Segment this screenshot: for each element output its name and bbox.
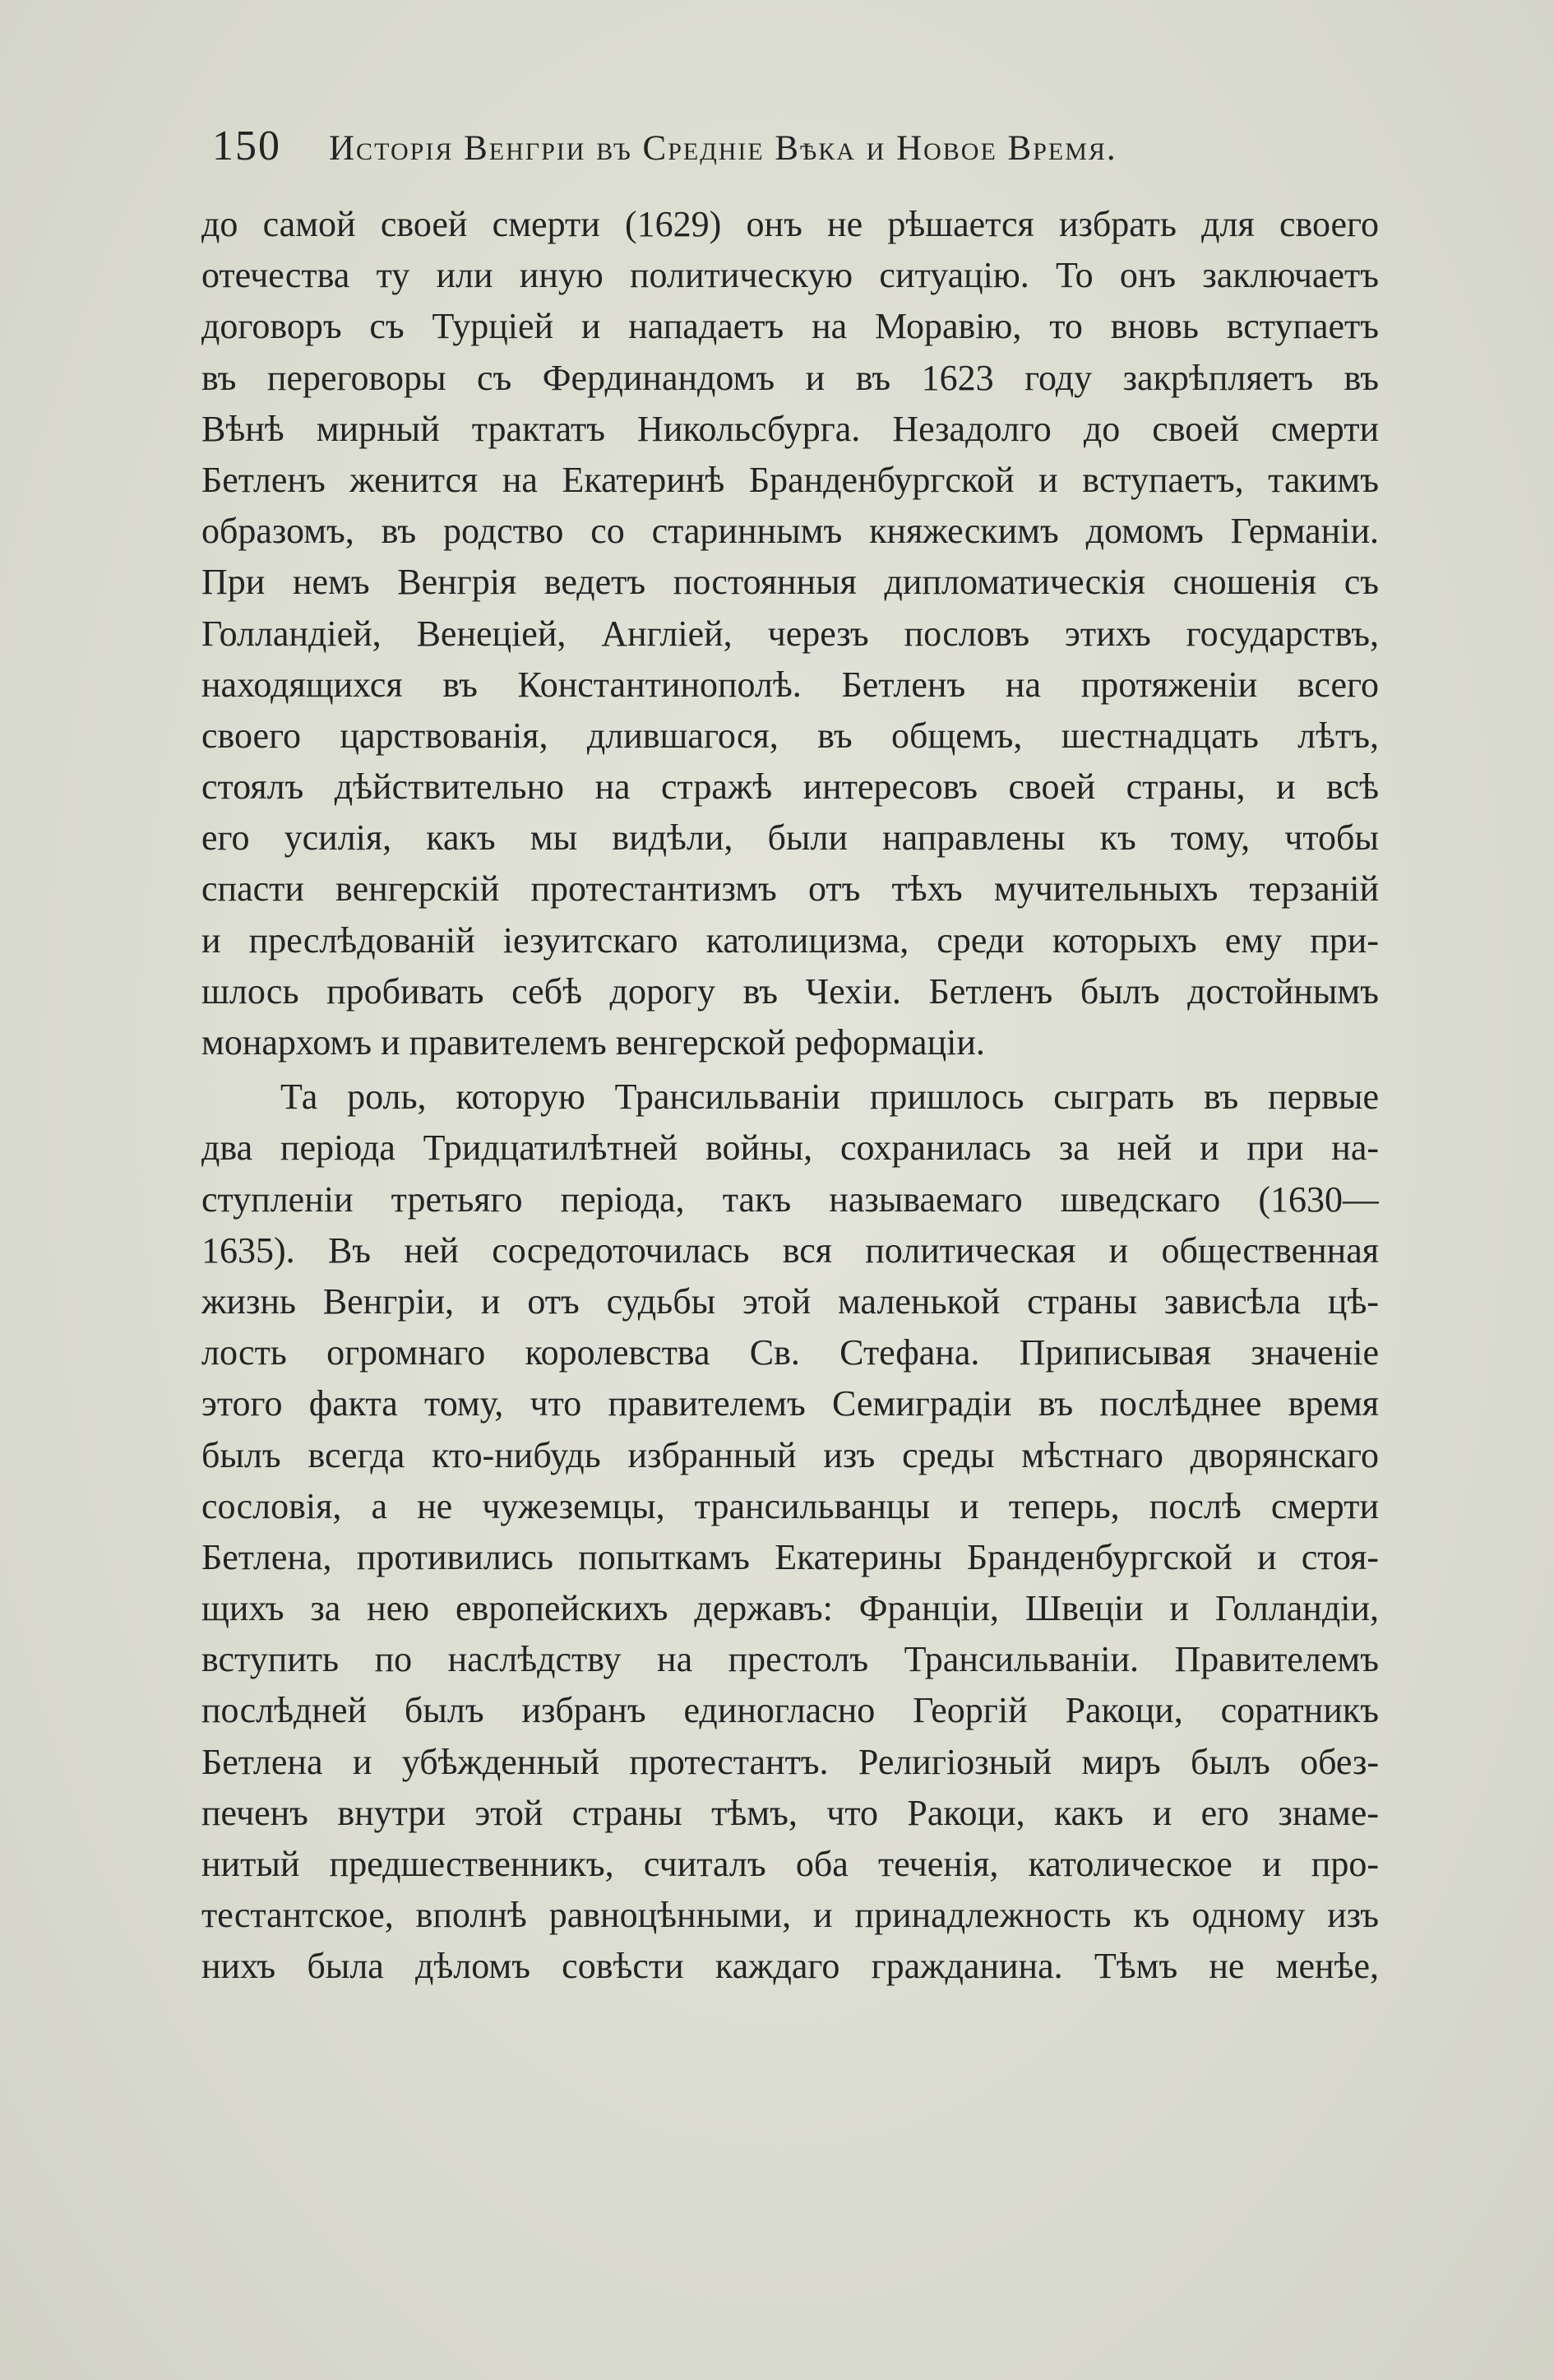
text-line: послѣдней былъ избранъ единогласно Георгій Ракоци, соратникъ: [201, 1690, 1379, 1731]
text-line: Голландіей, Венеціей, Англіей, черезъ пословъ этихъ государствъ,: [201, 613, 1379, 654]
text-line: жизнь Венгріи, и отъ судьбы этой маленькой страны зависѣла цѣ-: [201, 1280, 1379, 1322]
text-line: печенъ внутри этой страны тѣмъ, что Ракоци, какъ и его знаме-: [201, 1792, 1379, 1833]
text-line: нитый предшественникъ, считалъ оба теченія, католическое и про-: [201, 1844, 1379, 1884]
text-line: Вѣнѣ мирный трактатъ Никольсбурга. Незадолго до своей смерти: [201, 408, 1379, 449]
text-line: щихъ за нею европейскихъ державъ: Франціи, Швеціи и Голландіи,: [201, 1588, 1379, 1629]
text-line: былъ всегда кто-нибудь избранный изъ среды мѣстнаго дворянскаго: [201, 1434, 1379, 1475]
text-line: стоялъ дѣйствительно на стражѣ интересовъ своей страны, и всѣ: [201, 766, 1379, 808]
text-line: Бетлена и убѣжденный протестантъ. Религіозный миръ былъ обез-: [201, 1741, 1379, 1782]
text-line: лость огромнаго королевства Св. Стефана. Приписывая значеніе: [201, 1332, 1379, 1373]
text-line: сословія, а не чужеземцы, трансильванцы и теперь, послѣ смерти: [201, 1485, 1379, 1526]
text-line: вступить по наслѣдству на престолъ Трансильваніи. Правителемъ: [201, 1639, 1379, 1680]
text-line: Бетлена, противились попыткамъ Екатерины Бранденбургской и стоя-: [201, 1536, 1379, 1577]
text-line: находящихся въ Константинополѣ. Бетленъ на протяженіи всего: [201, 664, 1379, 705]
text-line: нихъ была дѣломъ совѣсти каждаго гражданина. Тѣмъ не менѣе,: [201, 1946, 1379, 1987]
text-line: спасти венгерскій протестантизмъ отъ тѣхъ мучительныхъ терзаній: [201, 868, 1379, 910]
page-number: 150: [212, 123, 281, 169]
page-header: [212, 122, 1281, 179]
text-line: два періода Тридцатилѣтней войны, сохранилась за ней и при на-: [201, 1127, 1379, 1169]
text-line: своего царствованія, длившагося, въ общемъ, шестнадцать лѣтъ,: [201, 715, 1379, 756]
text-line: шлось пробивать себѣ дорогу въ Чехіи. Бетленъ былъ достойнымъ: [201, 970, 1379, 1012]
text-line: и преслѣдованій іезуитскаго католицизма, среди которыхъ ему при-: [201, 919, 1379, 961]
text-line: договоръ съ Турціей и нападаетъ на Моравію, то вновь вступаетъ: [201, 306, 1379, 347]
text-line: Бетленъ женится на Екатеринѣ Бранденбургской и вступаетъ, такимъ: [201, 459, 1379, 500]
text-line: этого факта тому, что правителемъ Семиградіи въ послѣднее время: [201, 1383, 1379, 1424]
text-line: 1635). Въ ней сосредоточилась вся политическая и общественная: [201, 1229, 1379, 1271]
text-line: монархомъ и правителемъ венгерской реформаціи.: [201, 1022, 985, 1063]
body-text: [201, 199, 1379, 1993]
text-line: При немъ Венгрія ведетъ постоянныя дипломатическія сношенія съ: [201, 562, 1379, 603]
text-line: тестантское, вполнѣ равноцѣнными, и принадлежность къ одному изъ: [201, 1895, 1379, 1936]
text-line: его усилія, какъ мы видѣли, были направлены къ тому, чтобы: [201, 817, 1379, 859]
text-line: ступленіи третьяго періода, такъ называемаго шведскаго (1630—: [201, 1178, 1379, 1220]
running-title: Исторія Венгріи въ Средніе Вѣка и Новое Время.: [329, 129, 1117, 168]
text-line: до самой своей смерти (1629) онъ не рѣшается избрать для своего: [201, 204, 1379, 244]
text-line: отечества ту или иную политическую ситуацію. То онъ заключаетъ: [201, 255, 1379, 296]
paragraph-first-line: Та роль, которую Трансильваніи пришлось сыграть въ первые: [280, 1077, 1379, 1118]
text-line: въ переговоры съ Фердинандомъ и въ 1623 году закрѣпляетъ въ: [201, 357, 1379, 398]
text-line: образомъ, въ родство со стариннымъ княжескимъ домомъ Германіи.: [201, 511, 1379, 552]
